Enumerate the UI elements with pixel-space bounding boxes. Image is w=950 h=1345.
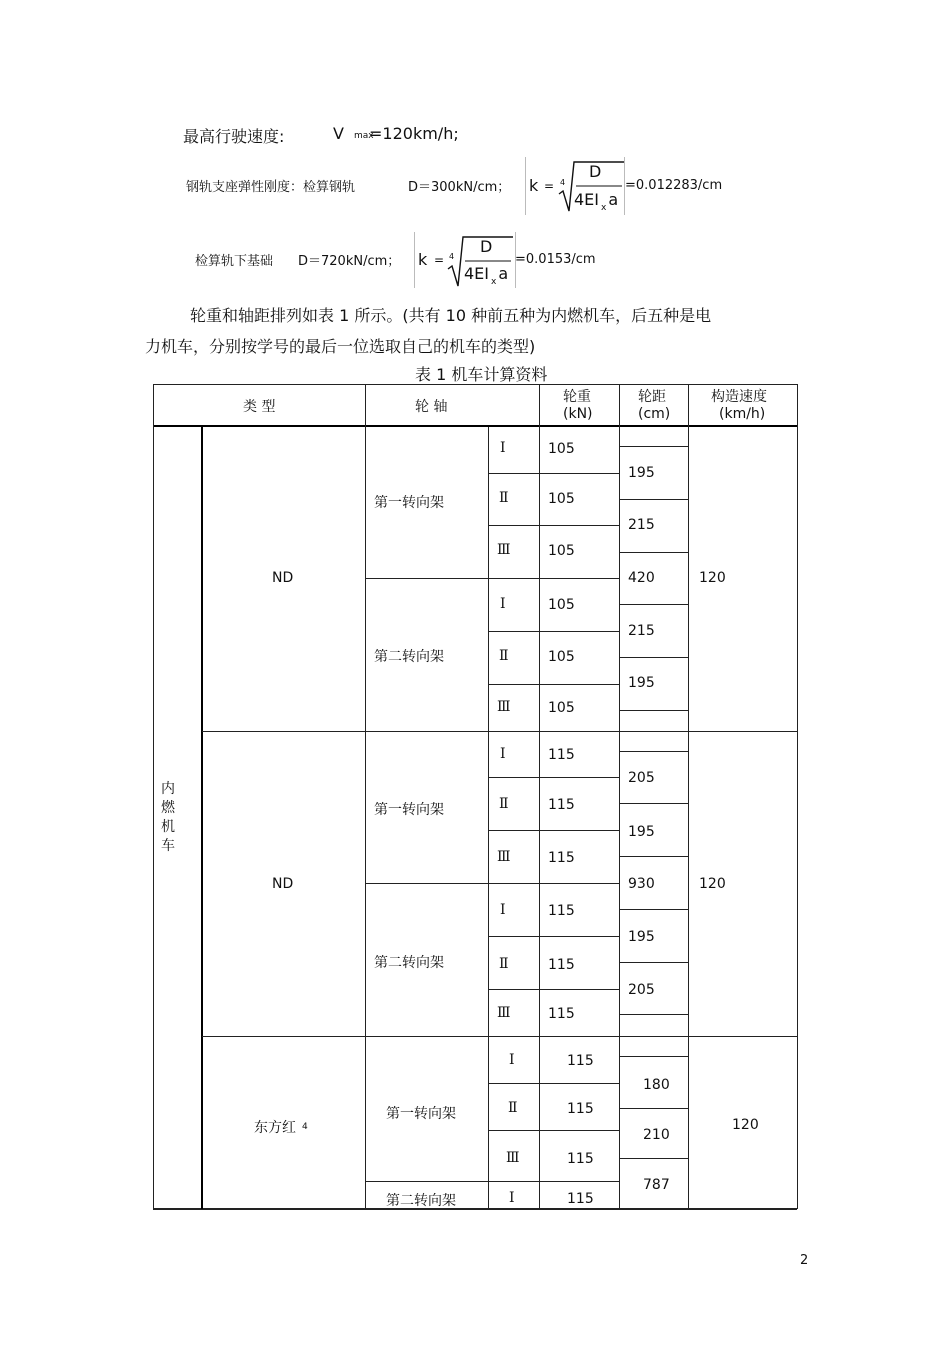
- header-axle: 轮 轴: [415, 399, 448, 415]
- loco-2-bogie-2: 第二转向架: [374, 955, 444, 971]
- table-rule: [619, 499, 688, 500]
- wheel-load-cell: 115: [548, 797, 575, 813]
- table-rule: [488, 525, 619, 526]
- axle-roman: Ⅰ: [509, 1190, 515, 1206]
- axle-roman: Ⅰ: [500, 596, 506, 612]
- paragraph-line-1: 轮重和轴距排列如表 1 所示。(共有 10 种前五种为内燃机车，后五种是电: [190, 306, 712, 325]
- table-rule: [153, 384, 797, 385]
- wheel-load-cell: 115: [548, 850, 575, 866]
- loco-3-name: 东方红 $^4$: [254, 1120, 308, 1136]
- loco-3-bogie-1: 第一转向架: [386, 1106, 456, 1122]
- table-rule: [619, 1014, 688, 1015]
- table-rule: [619, 384, 620, 1209]
- table-rule: [619, 657, 688, 658]
- loco-1-bogie-2: 第二转向架: [374, 649, 444, 665]
- axle-roman: Ⅰ: [500, 902, 506, 918]
- rail-k-value: =0.012283/cm: [625, 178, 723, 193]
- base-d-value: D＝720kN/cm；: [298, 254, 401, 269]
- speed-symbol: V: [333, 124, 344, 143]
- rail-equals: =: [544, 179, 555, 193]
- axle-roman: Ⅲ: [497, 542, 511, 558]
- base-k-value: =0.0153/cm: [515, 252, 596, 267]
- rail-frac-denominator: 4EI $_x$ a: [574, 190, 619, 213]
- speed-cell: 120: [699, 876, 726, 892]
- axle-roman: Ⅲ: [497, 849, 511, 865]
- table-rule: [488, 1130, 619, 1131]
- table-rule: [365, 1181, 488, 1182]
- wheel-base-cell: 215: [628, 623, 655, 639]
- axle-roman: Ⅱ: [499, 648, 509, 664]
- table-rule: [619, 751, 688, 752]
- table-rule: [619, 710, 688, 711]
- table-caption: 表 1 机车计算资料: [415, 365, 548, 384]
- wheel-load-cell: 105: [548, 649, 575, 665]
- wheel-base-cell: 930: [628, 876, 655, 892]
- axle-roman: Ⅲ: [506, 1150, 520, 1166]
- table-rule: [619, 962, 688, 963]
- rail-stiffness-label: 钢轨支座弹性刚度：检算钢轨: [186, 180, 356, 195]
- wheel-load-cell: 115: [548, 1006, 575, 1022]
- base-frac-numerator: D: [480, 237, 493, 256]
- header-type: 类 型: [243, 399, 276, 415]
- loco-1-bogie-1: 第一转向架: [374, 495, 444, 511]
- table-rule: [619, 1056, 688, 1057]
- axle-roman: Ⅲ: [497, 699, 511, 715]
- base-k-symbol: k: [418, 250, 428, 269]
- axle-roman: Ⅰ: [500, 746, 506, 762]
- category-label: 内 燃 机 车: [161, 781, 175, 854]
- table-rule: [488, 578, 619, 579]
- wheel-base-cell: 210: [643, 1127, 670, 1143]
- wheel-load-cell: 105: [548, 491, 575, 507]
- table-rule: [365, 883, 488, 884]
- wheel-base-cell: 195: [628, 824, 655, 840]
- wheel-load-cell: 115: [548, 747, 575, 763]
- table-rule: [539, 384, 540, 1209]
- table-rule: [488, 684, 619, 685]
- wheel-base-cell: 205: [628, 982, 655, 998]
- header-wheel-base-unit: (cm): [638, 406, 671, 422]
- rail-frac-numerator: D: [589, 162, 602, 181]
- table-rule: [153, 1209, 797, 1210]
- wheel-base-cell: 195: [628, 675, 655, 691]
- axle-roman: Ⅱ: [499, 956, 509, 972]
- header-wheel-base: 轮距: [638, 389, 666, 405]
- base-frac-denominator: 4EI $_x$ a: [464, 264, 509, 287]
- table-rule: [619, 803, 688, 804]
- table-rule: [619, 856, 688, 857]
- header-speed: 构造速度: [711, 389, 767, 405]
- speed-label: 最高行驶速度:: [183, 127, 285, 146]
- table-rule: [202, 731, 797, 732]
- wheel-load-cell: 115: [567, 1053, 594, 1069]
- table-rule: [202, 427, 203, 1209]
- axle-roman: Ⅰ: [509, 1052, 515, 1068]
- wheel-load-cell: 115: [548, 903, 575, 919]
- page-number: 2: [800, 1253, 809, 1268]
- table-rule: [619, 552, 688, 553]
- wheel-base-cell: 195: [628, 929, 655, 945]
- table-rule: [619, 446, 688, 447]
- table-rule: [488, 989, 619, 990]
- wheel-load-cell: 105: [548, 597, 575, 613]
- loco-1-name: ND: [272, 570, 294, 586]
- header-wheel-load: 轮重: [563, 389, 591, 405]
- rail-root-index: 4: [560, 178, 566, 187]
- axle-roman: Ⅱ: [499, 796, 509, 812]
- wheel-load-cell: 105: [548, 441, 575, 457]
- axle-roman: Ⅱ: [499, 490, 509, 506]
- table-rule: [488, 631, 619, 632]
- loco-2-name: ND: [272, 876, 294, 892]
- wheel-base-cell: 205: [628, 770, 655, 786]
- wheel-load-cell: 115: [548, 957, 575, 973]
- speed-cell: 120: [732, 1117, 759, 1133]
- table-rule: [153, 426, 797, 427]
- wheel-load-cell: 105: [548, 543, 575, 559]
- wheel-load-cell: 115: [567, 1101, 594, 1117]
- table-rule: [488, 1181, 619, 1182]
- wheel-load-cell: 115: [567, 1191, 594, 1207]
- loco-2-bogie-1: 第一转向架: [374, 802, 444, 818]
- table-rule: [688, 384, 689, 1209]
- table-rule: [488, 777, 619, 778]
- axle-roman: Ⅲ: [497, 1005, 511, 1021]
- header-wheel-load-unit: (kN): [563, 406, 593, 422]
- table-rule: [153, 384, 154, 1209]
- table-rule: [619, 604, 688, 605]
- base-label: 检算轨下基础: [195, 254, 274, 269]
- table-rule: [797, 384, 798, 1209]
- base-equals: =: [434, 253, 445, 267]
- table-rule: [202, 1036, 797, 1037]
- wheel-load-cell: 105: [548, 700, 575, 716]
- table-rule: [619, 909, 688, 910]
- axle-roman: Ⅰ: [500, 440, 506, 456]
- table-rule: [488, 1083, 619, 1084]
- speed-value: =120km/h;: [369, 124, 459, 143]
- table-rule: [619, 1158, 688, 1159]
- table-rule: [488, 427, 489, 1209]
- loco-3-bogie-2: 第二转向架: [386, 1193, 456, 1209]
- table-rule: [488, 936, 619, 937]
- speed-subscript: max: [354, 131, 374, 141]
- rail-d-value: D＝300kN/cm；: [408, 180, 511, 195]
- wheel-base-cell: 215: [628, 517, 655, 533]
- speed-cell: 120: [699, 570, 726, 586]
- table-rule: [488, 473, 619, 474]
- wheel-base-cell: 787: [643, 1177, 670, 1193]
- rail-k-symbol: k: [529, 176, 539, 195]
- table-rule: [365, 578, 488, 579]
- table-rule: [619, 1108, 688, 1109]
- base-root-index: 4: [449, 252, 455, 261]
- wheel-base-cell: 420: [628, 570, 655, 586]
- header-speed-unit: (km/h): [719, 406, 766, 422]
- table-rule: [488, 830, 619, 831]
- wheel-base-cell: 180: [643, 1077, 670, 1093]
- paragraph-line-2: 力机车，分别按学号的最后一位选取自己的机车的类型): [145, 337, 536, 356]
- wheel-base-cell: 195: [628, 465, 655, 481]
- axle-roman: Ⅱ: [508, 1100, 518, 1116]
- table-rule: [365, 384, 366, 1209]
- table-rule: [488, 883, 619, 884]
- wheel-load-cell: 115: [567, 1151, 594, 1167]
